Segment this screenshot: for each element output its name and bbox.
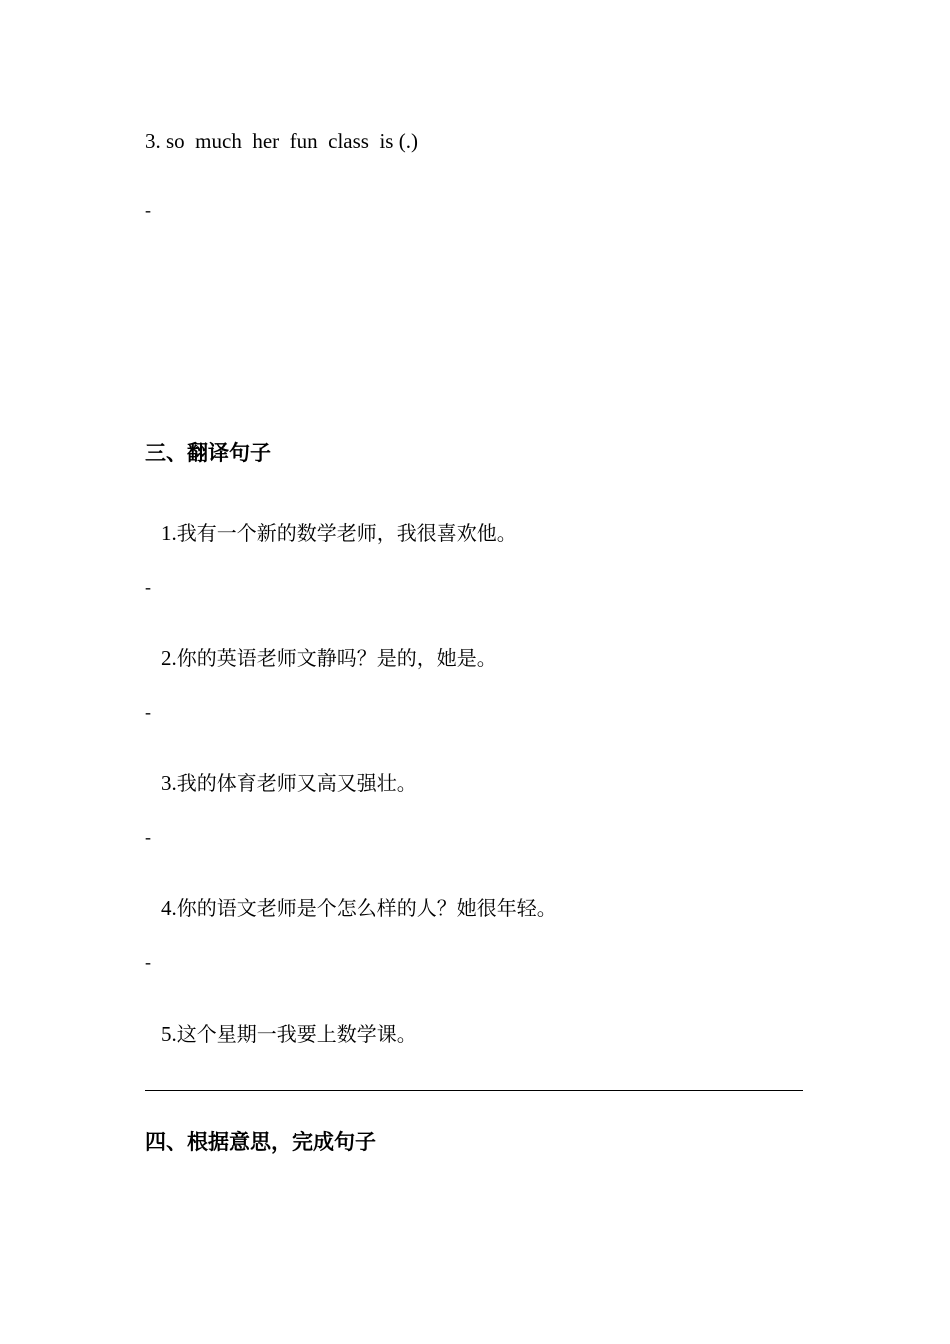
item-number: 4.	[161, 896, 177, 920]
answer-line-2-3: -	[145, 200, 151, 220]
item-number: 1.	[161, 521, 177, 545]
answer-line-2: -	[145, 702, 151, 722]
item-number: 3.	[161, 771, 177, 795]
item-text: 我有一个新的数学老师，我很喜欢他。	[176, 521, 517, 545]
item-text: 我的体育老师又高又强壮。	[176, 771, 417, 795]
answer-line-1: -	[145, 577, 151, 597]
section-heading-complete: 四、根据意思，完成句子	[145, 1130, 376, 1154]
answer-line-4: -	[145, 952, 151, 972]
answer-rule-5	[145, 1090, 803, 1091]
translate-item-1	[145, 507, 517, 560]
item-text: 你的语文老师是个怎么样的人？她很年轻。	[176, 896, 557, 920]
item-number: 2.	[161, 646, 177, 670]
translate-item-2	[145, 632, 497, 685]
question-2-3: 3. so much her fun class is (.)	[145, 129, 418, 153]
item-text: 你的英语老师文静吗？是的，她是。	[176, 646, 497, 670]
translate-item-4	[145, 882, 557, 935]
item-number: 5.	[161, 1022, 177, 1046]
item-text: 这个星期一我要上数学课。	[176, 1022, 417, 1046]
translate-item-5	[145, 1008, 417, 1061]
section-heading-translate: 三、翻译句子	[145, 441, 271, 465]
answer-line-3: -	[145, 827, 151, 847]
translate-item-3	[145, 757, 417, 810]
